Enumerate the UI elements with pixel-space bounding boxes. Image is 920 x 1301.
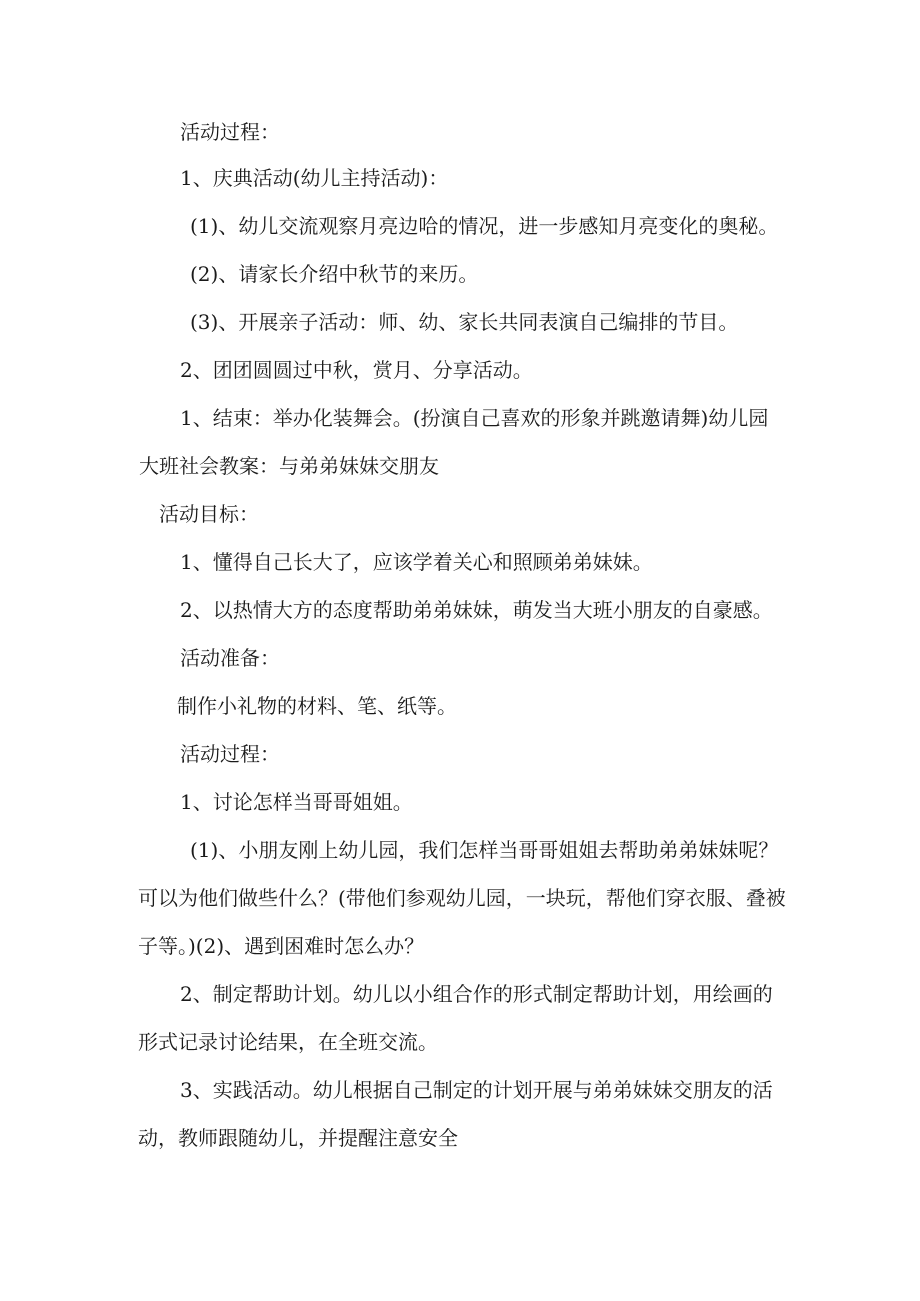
sub-item-festival-origin: (2)、请家长介绍中秋节的来历。 (190, 262, 479, 286)
sub-item-parent-child-activity: (3)、开展亲子活动：师、幼、家长共同表演自己编排的节目。 (190, 310, 739, 334)
heading-activity-process-2: 活动过程： (180, 742, 280, 766)
goal-item-1: 1、懂得自己长大了，应该学着关心和照顾弟弟妹妹。 (180, 550, 653, 574)
heading-activity-process: 活动过程： (180, 120, 280, 144)
lesson-title: 大班社会教案：与弟弟妹妹交朋友 (139, 454, 439, 478)
sub-item-moon-observation: (1)、幼儿交流观察月亮边哈的情况，进一步感知月亮变化的奥秘。 (190, 214, 779, 238)
list-item-celebration: 1、庆典活动(幼儿主持活动)： (180, 166, 449, 190)
list-item-ending: 1、结束：举办化装舞会。(扮演自己喜欢的形象并跳邀请舞)幼儿园 (180, 406, 769, 430)
list-item-moon-viewing: 2、团团圆圆过中秋，赏月、分享活动。 (180, 358, 533, 382)
paragraph-continuation: 子等。)(2)、遇到困难时怎么办？ (138, 934, 425, 958)
process-item-discussion: 1、讨论怎样当哥哥姐姐。 (180, 790, 413, 814)
goal-item-2: 2、以热情大方的态度帮助弟弟妹妹，萌发当大班小朋友的自豪感。 (180, 598, 773, 622)
heading-activity-goals: 活动目标： (159, 502, 259, 526)
paragraph-continuation: 可以为他们做些什么？(带他们参观幼儿园，一块玩，帮他们穿衣服、叠被 (138, 886, 786, 910)
process-item-plan: 2、制定帮助计划。幼儿以小组合作的形式制定帮助计划，用绘画的 (180, 982, 773, 1006)
preparation-materials: 制作小礼物的材料、笔、纸等。 (177, 694, 457, 718)
heading-activity-preparation: 活动准备： (180, 646, 280, 670)
process-item-practice: 3、实践活动。幼儿根据自己制定的计划开展与弟弟妹妹交朋友的活 (180, 1078, 773, 1102)
sub-item-help-siblings: (1)、小朋友刚上幼儿园，我们怎样当哥哥姐姐去帮助弟弟妹妹呢？ (190, 838, 779, 862)
paragraph-continuation: 动，教师跟随幼儿，并提醒注意安全 (138, 1126, 458, 1150)
paragraph-continuation: 形式记录讨论结果，在全班交流。 (138, 1030, 438, 1054)
